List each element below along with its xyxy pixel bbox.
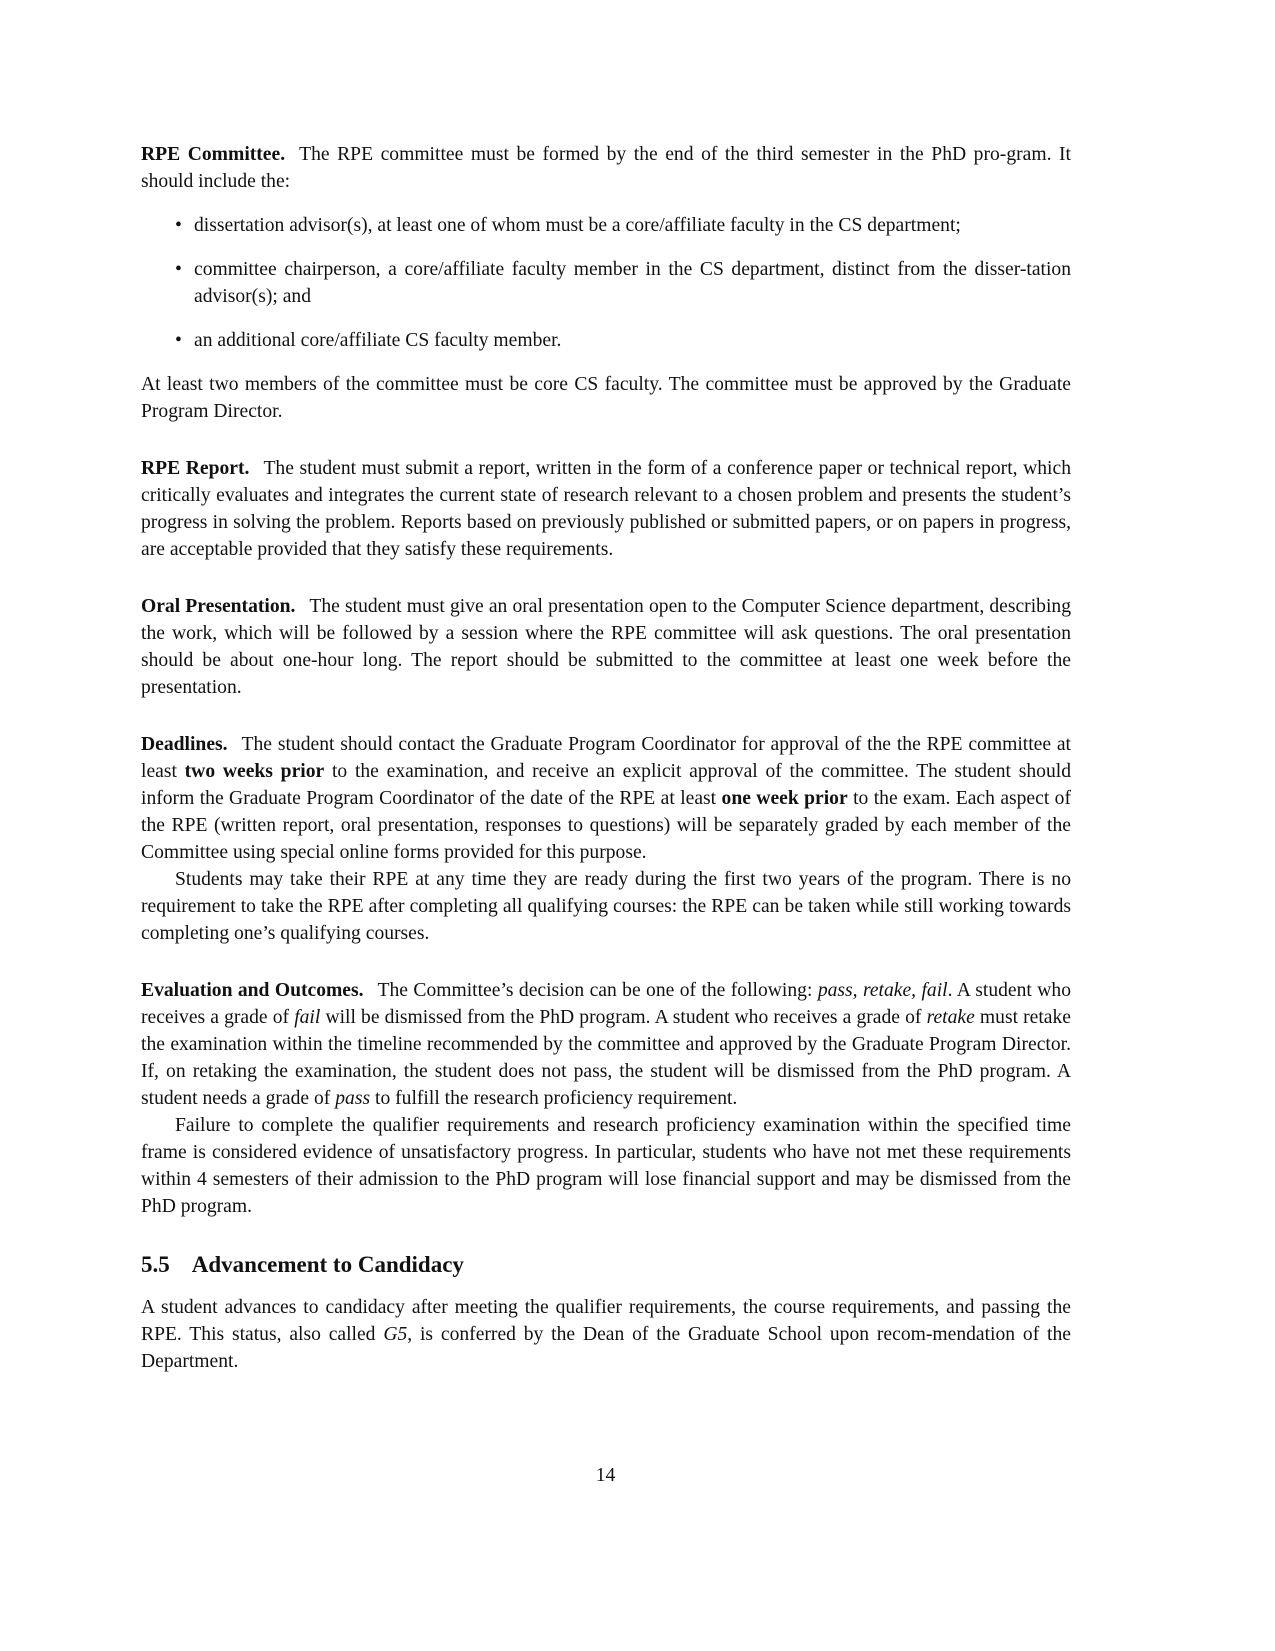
- rpe-committee-heading: RPE Committee.: [141, 144, 286, 165]
- deadlines-paragraph-2: Students may take their RPE at any time they are ready during the first two years of the program. There is no requirement to take the RPE after completing all qualifying courses: the RPE can be taken while still working towards completing one’s qualifying courses.: [141, 869, 1071, 944]
- committee-member-list: [141, 212, 1071, 354]
- bullet-icon: •: [175, 215, 182, 236]
- rpe-committee-section: [141, 141, 1071, 425]
- list-item: • dissertation advisor(s), at least one of whom must be a core/affiliate faculty in the CS department;: [175, 212, 1071, 239]
- document-page: [141, 141, 1071, 1375]
- bullet-icon: •: [175, 330, 182, 351]
- evaluation-section: [141, 977, 1071, 1220]
- section-number: 5.5: [141, 1252, 170, 1277]
- bullet-icon: •: [175, 259, 182, 280]
- evaluation-paragraph-2: Failure to complete the qualifier requirements and research proficiency examination within the specified time frame is considered evidence of unsatisfactory progress. In particular, students who have not met these requirements within 4 semesters of their admission to the PhD program will lose financial support and may be dismissed from the PhD program.: [141, 1115, 1071, 1217]
- oral-presentation-paragraph: Oral Presentation. The student must give an oral presentation open to the Computer Science department, describing the work, which will be followed by a session where the RPE committee will ask questions. The oral presentation should be about one-hour long. The report should be submitted to the committee at least one week before the presentation.: [141, 596, 1071, 698]
- advancement-paragraph: A student advances to candidacy after meeting the qualifier requirements, the course requirements, and passing the RPE. This status, also called G5, is conferred by the Dean of the Graduate School upon recom-mendation of the Department.: [141, 1297, 1071, 1372]
- oral-presentation-heading: Oral Presentation.: [141, 596, 296, 617]
- deadlines-section: [141, 731, 1071, 947]
- evaluation-paragraph-1: Evaluation and Outcomes. The Committee’s decision can be one of the following: pass, retake, fail. A student who receives a grade of fail will be dismissed from the PhD program. A student who receives a grade of retake must retake the examination within the timeline recommended by the committee and approved by the Graduate Program Director. If, on retaking the examination, the student does not pass, the student will be dismissed from the PhD program. A student needs a grade of pass to fulfill the research proficiency requirement.: [141, 980, 1071, 1109]
- list-item: • committee chairperson, a core/affiliate faculty member in the CS department, distinct from the disser-tation advisor(s); and: [175, 256, 1071, 310]
- list-item: • an additional core/affiliate CS faculty member.: [175, 327, 1071, 354]
- evaluation-heading: Evaluation and Outcomes.: [141, 980, 364, 1001]
- emphasis-one-week-prior: one week prior: [721, 788, 848, 809]
- deadlines-paragraph-1: Deadlines. The student should contact the Graduate Program Coordinator for approval of the the RPE committee at least two weeks prior to the examination, and receive an explicit approval of the committee. The student should inform the Graduate Program Coordinator of the date of the RPE at least one week prior to the exam. Each aspect of the RPE (written report, oral presentation, responses to questions) will be separately graded by each member of the Committee using special online forms provided for this purpose.: [141, 734, 1071, 863]
- rpe-committee-closing: At least two members of the committee must be core CS faculty. The committee must be approved by the Graduate Program Director.: [141, 374, 1071, 422]
- advancement-section: [141, 1250, 1071, 1375]
- rpe-committee-intro: RPE Committee. The RPE committee must be formed by the end of the third semester in the PhD pro-gram. It should include the:: [141, 144, 1071, 192]
- section-title: Advancement to Candidacy: [191, 1252, 464, 1277]
- page-number: 14: [595, 1465, 616, 1486]
- rpe-report-heading: RPE Report.: [141, 458, 250, 479]
- deadlines-heading: Deadlines.: [141, 734, 228, 755]
- emphasis-two-weeks-prior: two weeks prior: [184, 761, 325, 782]
- oral-presentation-section: [141, 593, 1071, 701]
- rpe-report-section: [141, 455, 1071, 563]
- section-heading: [141, 1250, 1071, 1280]
- rpe-report-paragraph: RPE Report. The student must submit a report, written in the form of a conference paper or technical report, which critically evaluates and integrates the current state of research relevant to a chosen problem and presents the student’s progress in solving the problem. Reports based on previously published or submitted papers, or on papers in progress, are acceptable provided that they satisfy these requirements.: [141, 458, 1071, 560]
